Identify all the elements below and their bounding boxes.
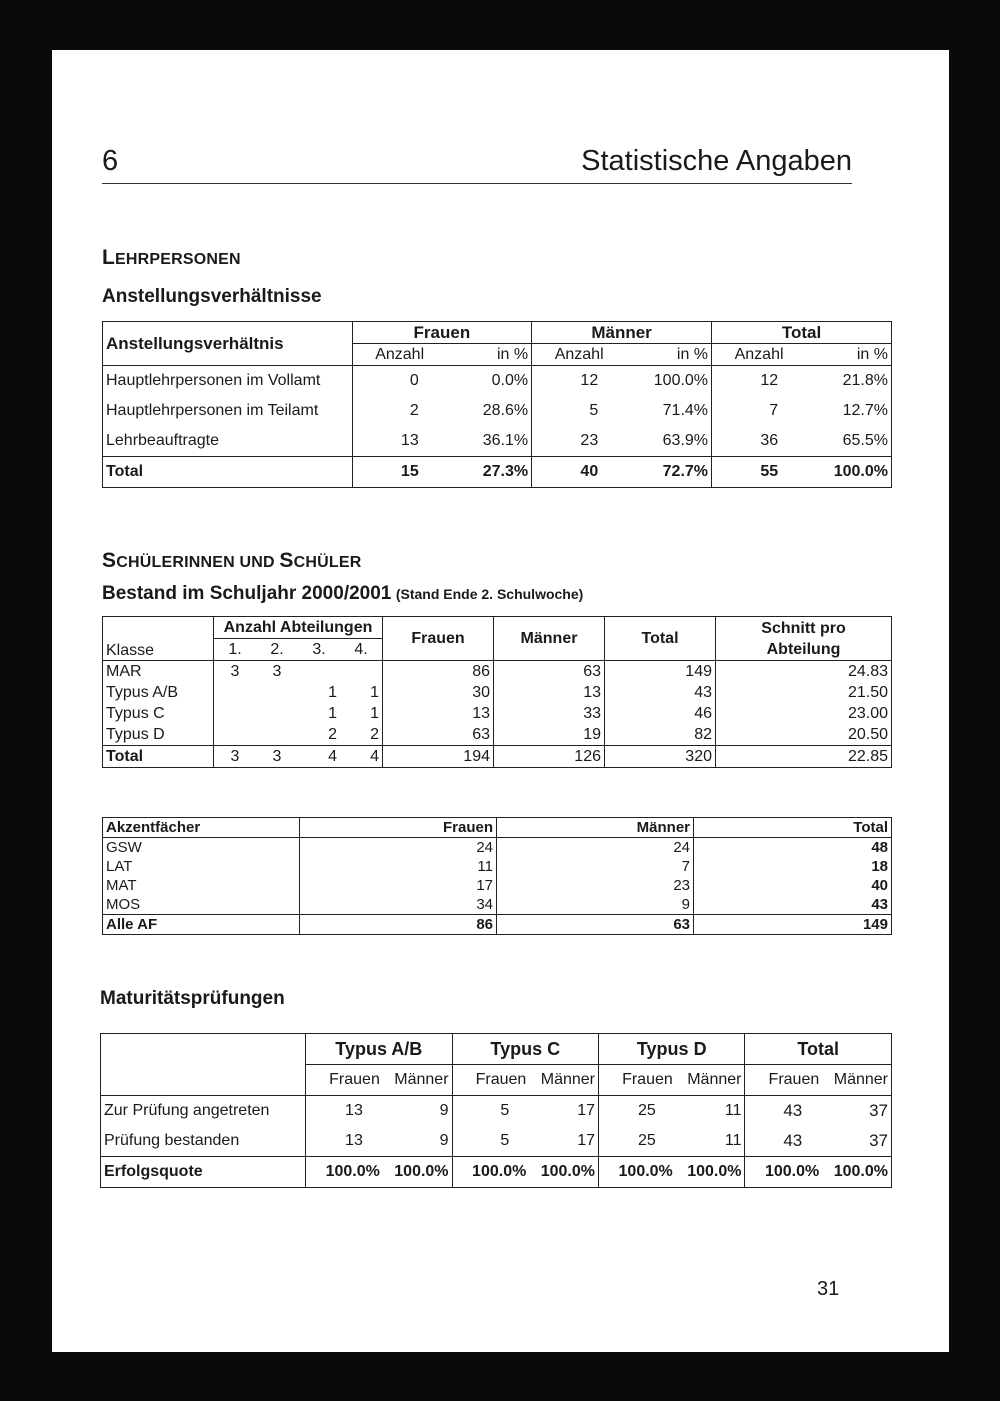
cell: 12.7%	[842, 402, 888, 419]
cell: 21.8%	[806, 366, 891, 397]
cell	[340, 661, 383, 683]
cell	[214, 724, 257, 746]
cell	[214, 682, 257, 703]
group-header-frauen: Frauen	[352, 322, 532, 344]
title-initial: S	[279, 549, 294, 572]
cell: 9	[383, 1126, 452, 1157]
abt-year: 3.	[312, 640, 326, 658]
cell: 3	[256, 661, 298, 683]
cell: 23.00	[847, 704, 888, 722]
cell: 126	[494, 746, 605, 768]
col-header-maenner: Männer	[497, 818, 694, 838]
table-row	[103, 366, 892, 397]
subheader-frauen: Frauen	[329, 1071, 380, 1088]
cell: 40	[871, 877, 888, 894]
chapter-header	[102, 143, 852, 184]
title-initial: S	[102, 549, 117, 572]
cell: 37	[869, 1131, 888, 1150]
col-header-maenner: Männer	[494, 617, 605, 661]
cell: 149	[605, 661, 716, 683]
chapter-title: Statistische Angaben	[581, 145, 852, 177]
row-label: Total	[103, 457, 353, 488]
col-header-frauen: Frauen	[383, 617, 494, 661]
row-label: Zur Prüfung angetreten	[101, 1096, 306, 1127]
row-label: LAT	[103, 857, 300, 876]
col-header-abteilungen: Anzahl Abteilungen	[214, 617, 383, 639]
cell: 86	[300, 915, 497, 935]
cell: 4	[298, 746, 340, 768]
row-label: Erfolgsquote	[101, 1157, 306, 1188]
group-header-typus-d: Typus D	[599, 1034, 745, 1065]
cell: 100.0%	[822, 1157, 891, 1188]
cell: 5	[500, 1132, 510, 1149]
row-label: Hauptlehrpersonen im Teilamt	[103, 396, 353, 426]
cell: 24	[300, 838, 497, 858]
cell: 24.83	[716, 661, 892, 683]
table-total-row	[103, 915, 892, 935]
cell: 100.0%	[676, 1157, 745, 1188]
table-row	[103, 396, 892, 426]
cell: 17	[300, 876, 497, 895]
cell: 11	[300, 857, 497, 876]
cell: 33	[494, 703, 605, 724]
cell: 17	[529, 1126, 598, 1157]
cell: 149	[694, 915, 892, 935]
cell: 55	[712, 457, 807, 488]
cell: 25	[599, 1096, 676, 1127]
subheader-maenner: Männer	[676, 1065, 745, 1096]
page-number: 31	[817, 1278, 840, 1300]
subheader-percent: in %	[447, 344, 532, 366]
document-page	[52, 50, 949, 1352]
cell: 25	[637, 1132, 656, 1149]
cell: 13	[345, 1132, 363, 1149]
cell: 2	[328, 725, 337, 743]
table-row	[103, 724, 892, 746]
row-label: Lehrbeauftragte	[103, 426, 353, 457]
table-total-row	[103, 457, 892, 488]
cell: 63.9%	[626, 426, 711, 457]
cell: 20.50	[847, 725, 888, 743]
table-total-row	[101, 1157, 892, 1188]
subheader-anzahl: Anzahl	[375, 345, 425, 363]
group-header-typus-c: Typus C	[452, 1034, 598, 1065]
cell: 0	[352, 366, 447, 397]
cell: 3	[256, 746, 298, 768]
cell: 100.0%	[529, 1157, 598, 1188]
row-label: Typus A/B	[103, 682, 214, 703]
table-row	[103, 682, 892, 703]
cell: 43	[745, 1096, 822, 1127]
cell: 5	[452, 1096, 529, 1127]
cell	[256, 703, 298, 724]
group-header-total: Total	[712, 322, 892, 344]
subtitle-note: (Stand Ende 2. Schulwoche)	[395, 586, 584, 602]
cell: 100.0%	[306, 1157, 383, 1188]
cell: 7	[497, 857, 694, 876]
subtitle-bestand	[102, 583, 583, 605]
cell: 100.0%	[599, 1157, 676, 1188]
subtitle-maturitaetspruefungen: Maturitätsprüfungen	[100, 988, 285, 1009]
cell: 63	[497, 915, 694, 935]
title-rest: EHRPERSONEN	[115, 251, 241, 268]
table-row	[103, 857, 892, 876]
cell: 63	[383, 724, 494, 746]
cell: 13	[306, 1096, 383, 1127]
cell: 86	[383, 661, 494, 683]
cell: 9	[383, 1096, 452, 1127]
title-rest: CHÜLERINNEN UND	[116, 554, 280, 571]
subheader-maenner: Männer	[833, 1071, 888, 1088]
cell: 36	[760, 432, 779, 449]
cell: 13	[494, 682, 605, 703]
row-label: MAR	[103, 661, 214, 683]
cell: 30	[383, 682, 494, 703]
abt-year: 4.	[340, 639, 383, 661]
table-total-row	[103, 746, 892, 768]
schnitt-line1: Schnitt pro	[761, 619, 846, 637]
row-label: GSW	[103, 838, 300, 858]
cell: 71.4%	[626, 396, 711, 426]
row-label: Typus D	[103, 724, 214, 746]
title-rest: CHÜLER	[293, 554, 362, 571]
cell: 21.50	[847, 683, 888, 701]
col-header-total: Total	[853, 819, 888, 836]
cell	[214, 703, 257, 724]
cell	[256, 724, 298, 746]
cell: 3	[214, 746, 257, 768]
subheader-maenner: Männer	[383, 1065, 452, 1096]
table-row	[103, 895, 892, 915]
cell: 43	[605, 682, 716, 703]
cell: 23	[580, 432, 599, 449]
cell: 7	[769, 402, 779, 419]
cell: 34	[300, 895, 497, 915]
cell: 2	[409, 402, 419, 419]
cell	[256, 682, 298, 703]
col-header-klasse: Klasse	[103, 617, 214, 661]
table-row	[101, 1126, 892, 1157]
cell: 24	[497, 838, 694, 858]
col-header-anstellungsverhaeltnis: Anstellungsverhältnis	[103, 322, 353, 366]
subtitle-text: Bestand im Schuljahr 2000/2001	[102, 583, 392, 604]
subheader-anzahl: Anzahl	[734, 345, 784, 363]
section-title-schueler	[102, 549, 362, 573]
cell: 9	[497, 895, 694, 915]
table-row	[103, 661, 892, 683]
col-header-total: Total	[605, 617, 716, 661]
cell: 100.0%	[383, 1157, 452, 1188]
row-label: Hauptlehrpersonen im Vollamt	[103, 366, 353, 397]
cell: 1	[340, 682, 383, 703]
table-row	[103, 838, 892, 858]
cell: 4	[340, 746, 383, 768]
subheader-frauen: Frauen	[768, 1071, 820, 1088]
abt-year: 2.	[270, 640, 284, 658]
cell: 12	[532, 366, 627, 397]
cell: 100.0%	[806, 457, 891, 488]
schnitt-line2: Abteilung	[766, 640, 841, 658]
cell	[298, 661, 340, 683]
cell: 40	[532, 457, 627, 488]
cell: 100.0%	[745, 1157, 822, 1188]
group-header-typus-ab: Typus A/B	[306, 1034, 452, 1065]
cell: 63	[494, 661, 605, 683]
cell: 0.0%	[447, 366, 532, 397]
cell: 12	[712, 366, 807, 397]
title-initial: L	[102, 246, 116, 269]
cell: 11	[676, 1126, 745, 1157]
cell: 100.0%	[626, 366, 711, 397]
row-label: Alle AF	[103, 915, 300, 935]
cell: 2	[340, 724, 383, 746]
row-label: MAT	[103, 876, 300, 895]
cell: 1	[328, 683, 337, 701]
subtitle-anstellungsverhaeltnisse: Anstellungsverhältnisse	[102, 286, 322, 307]
cell: 100.0%	[452, 1157, 529, 1188]
cell: 13	[383, 703, 494, 724]
cell: 3	[214, 661, 257, 683]
cell: 37	[822, 1096, 891, 1127]
cell: 18	[871, 858, 888, 875]
cell: 48	[694, 838, 892, 858]
table-row	[103, 703, 892, 724]
subheader-anzahl: Anzahl	[554, 345, 604, 363]
row-label: MOS	[103, 895, 300, 915]
student-enrollment-table	[102, 616, 892, 768]
cell: 17	[529, 1096, 598, 1127]
subheader-percent: in %	[626, 344, 711, 366]
cell: 43	[871, 896, 888, 913]
subheader-frauen: Frauen	[475, 1071, 527, 1088]
table-row	[103, 426, 892, 457]
cell: 11	[676, 1096, 745, 1127]
table-row	[103, 876, 892, 895]
cell: 23	[497, 876, 694, 895]
cell: 27.3%	[447, 457, 532, 488]
chapter-number: 6	[102, 145, 119, 177]
cell: 36.1%	[447, 426, 532, 457]
table-row	[101, 1096, 892, 1127]
group-header-total: Total	[745, 1034, 892, 1065]
subheader-frauen: Frauen	[622, 1071, 673, 1088]
cell: 19	[494, 724, 605, 746]
cell: 22.85	[716, 746, 892, 768]
col-header-akzentfaecher: Akzentfächer	[103, 818, 300, 838]
cell: 82	[605, 724, 716, 746]
cell: 1	[328, 704, 337, 722]
cell: 5	[589, 402, 599, 419]
cell: 194	[383, 746, 494, 768]
row-label: Prüfung bestanden	[101, 1126, 306, 1157]
subheader-percent: in %	[856, 345, 888, 363]
matura-exams-table	[100, 1033, 892, 1188]
col-header-frauen: Frauen	[300, 818, 497, 838]
section-title-lehrpersonen	[102, 246, 241, 270]
cell: 1	[340, 703, 383, 724]
col-header-schnitt	[716, 617, 892, 661]
row-label: Total	[103, 746, 214, 768]
subheader-maenner: Männer	[529, 1065, 598, 1096]
empty-header-cell	[101, 1034, 306, 1096]
group-header-maenner: Männer	[532, 322, 712, 344]
cell: 46	[605, 703, 716, 724]
teachers-employment-table	[102, 321, 892, 488]
cell: 72.7%	[626, 457, 711, 488]
cell: 15	[352, 457, 447, 488]
cell: 320	[605, 746, 716, 768]
cell: 43	[783, 1131, 803, 1150]
cell: 65.5%	[842, 432, 888, 449]
cell: 13	[400, 432, 419, 449]
abt-year: 1.	[228, 640, 242, 658]
cell: 28.6%	[447, 396, 532, 426]
row-label: Typus C	[103, 703, 214, 724]
accent-subjects-table	[102, 817, 892, 935]
